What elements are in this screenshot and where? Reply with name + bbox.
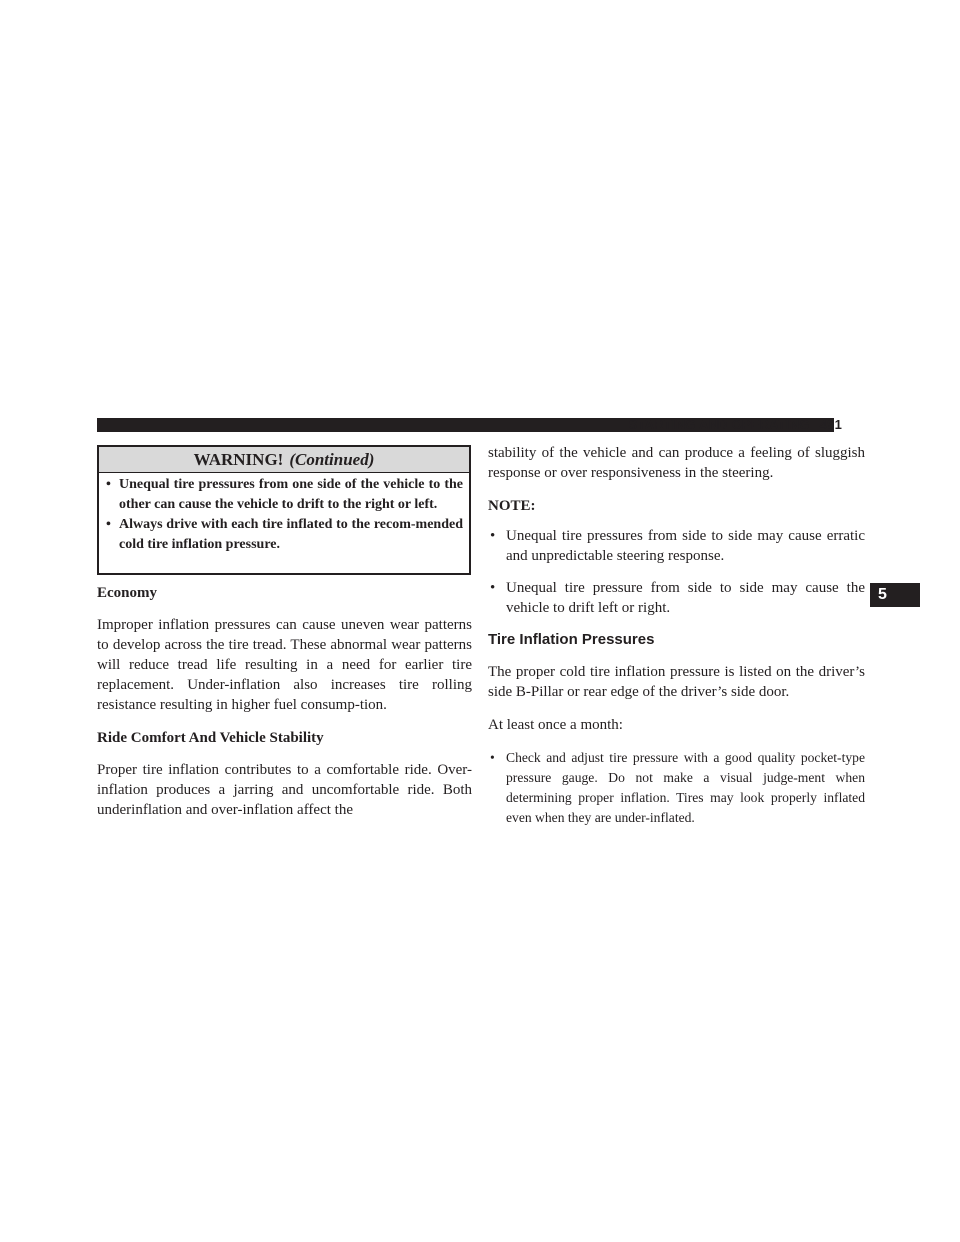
warning-list [99,475,469,555]
bullet: • [106,517,111,532]
warning-continued: (Continued) [289,450,375,469]
ride-comfort-paragraph: Proper tire inflation contributes to a comfortable ride. Over-inflation produces a jarring and uncomfortable ride. Both underinflation and over-inflation affect the [97,762,472,818]
bullet: • [490,528,496,544]
tire-inflation-heading: Tire Inflation Pressures [488,631,655,648]
warning-box [97,445,471,575]
bullet: • [490,580,496,596]
note-item [488,578,865,618]
tire-inflation-paragraph: The proper cold tire inflation pressure is listed on the driver’s side B-Pillar or rear edge of the driver’s side door. [488,664,865,700]
warning-item-text: Unequal tire pressures from one side of the vehicle to the other can cause the vehicle to drift to the right or left. [119,477,463,512]
note-item-text: Unequal tire pressure from side to side may cause the vehicle to drift left or right. [506,580,865,616]
ride-comfort-heading: Ride Comfort And Vehicle Stability [97,730,324,746]
right-column [488,443,865,840]
page-number: 491 [819,417,842,432]
warning-item [99,515,469,555]
bullet: • [106,477,111,492]
note-heading: NOTE: [488,498,536,514]
warning-item [99,475,469,515]
economy-heading: Economy [97,585,157,601]
left-column [97,583,472,833]
warning-title: WARNING! [193,450,284,469]
note-list [488,526,865,618]
note-item-text: Unequal tire pressures from side to side may cause erratic and unpredictable steering response. [506,528,865,564]
monthly-list [488,748,865,828]
monthly-item-text: Check and adjust tire pressure with a good quality pocket-type pressure gauge. Do not make a visual judge-ment when determining proper inflation. Tires may look properly inflated even when they are under-inflated. [506,750,865,825]
continuation-paragraph: stability of the vehicle and can produce a feeling of sluggish response or over responsiveness in the steering. [488,445,865,481]
chapter-tab: 5 [870,583,920,607]
section-title: STARTING AND OPERATING [628,417,810,432]
monthly-intro: At least once a month: [488,717,623,733]
monthly-item [488,748,865,828]
running-header [629,417,842,432]
bullet: • [490,750,495,765]
warning-header [99,447,469,473]
note-item [488,526,865,566]
economy-paragraph: Improper inflation pressures can cause uneven wear patterns to develop across the tire tread. These abnormal wear patterns will reduce tread life resulting in a need for earlier tire replacement. Under-inflation also increases tire rolling resistance resulting in higher fuel consump-tion. [97,617,472,713]
warning-item-text: Always drive with each tire inflated to the recom-mended cold tire inflation pressure. [119,517,463,552]
